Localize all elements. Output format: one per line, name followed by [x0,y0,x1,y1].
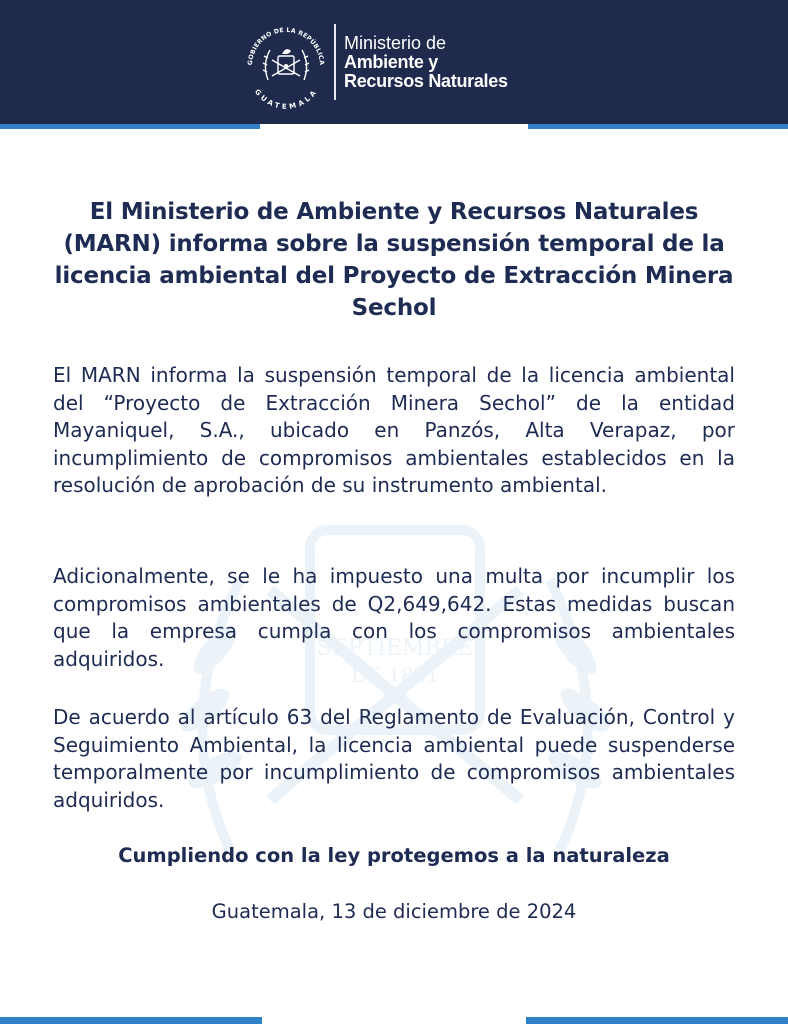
seal-text-top: GOBIERNO DE LA REPÚBLICA [246,26,326,66]
footer-accent-bar-right [526,1017,788,1024]
watermark-text-1: SEPTIEMBRE [316,636,474,661]
paragraph-3: De acuerdo al artículo 63 del Reglamento de Evaluación, Control y Seguimiento Ambiental, la licencia ambiental puede suspenderse temporalmente por incumplimiento de compromisos ambientales adquiridos. [53,705,735,812]
watermark-text-2: DE 1821 [351,663,439,687]
document-date: Guatemala, 13 de diciembre de 2024 [211,900,577,923]
document-title: El Ministerio de Ambiente y Recursos Naturales (MARN) informa sobre la suspensión temporal de la licencia ambiental del Proyecto de Extracción Minera Sechol [54,199,734,321]
header-accent-bar-right [528,124,788,129]
paragraph-2: Adicionalmente, se le ha impuesto una multa por incumplir los compromisos ambientales de Q2,649,642. Estas medidas buscan que la empresa cumpla con los compromisos ambientales adquiridos. [53,564,735,671]
header-banner [0,0,788,124]
footer-accent-bar-left [0,1017,262,1024]
ministry-line-3: Recursos Naturales [344,71,508,91]
svg-text:GUATEMALA [253,88,319,111]
slogan: Cumpliendo con la ley protegemos a la naturaleza [118,844,670,867]
svg-text:GOBIERNO DE LA REPÚBLICA [247,27,325,66]
coat-of-arms-icon [240,20,332,112]
header-divider [334,24,336,100]
header-accent-bar-left [0,124,260,129]
paragraph-1: El MARN informa la suspensión temporal de la licencia ambiental del “Proyecto de Extracción Minera Sechol” de la entidad Mayaniquel, S.A., ubicado en Panzós, Alta Verapaz, por incumplimiento de compromisos ambientales establecidos en la resolución de aprobación de su instrumento ambiental. [53,363,735,497]
ministry-line-2: Ambiente y [344,52,439,72]
coat-of-arms-watermark-icon [160,470,630,890]
ministry-line-1: Ministerio de [344,33,447,53]
ministry-logo-text [344,34,508,91]
seal-text-bottom: GUATEMALA [252,87,320,111]
